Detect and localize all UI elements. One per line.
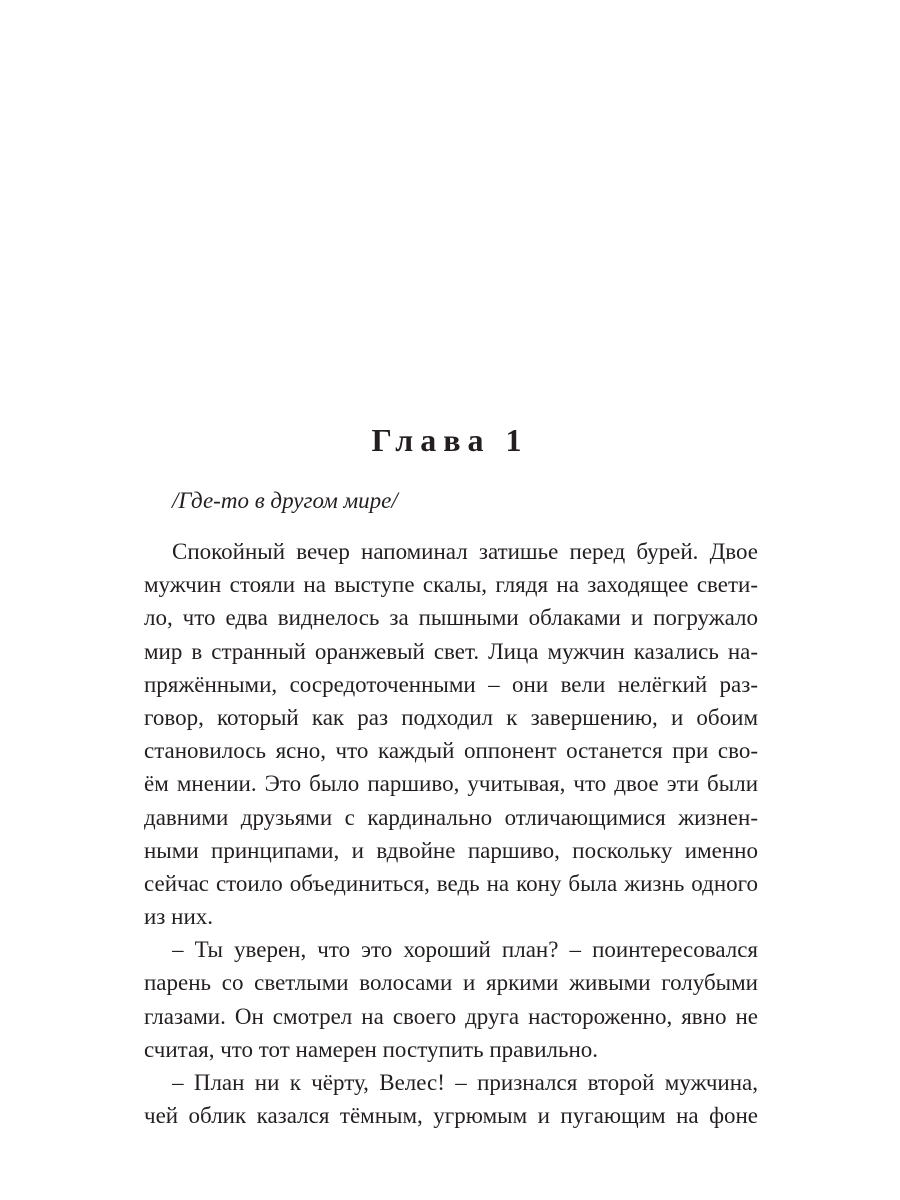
paragraph-1-line-2: мужчин стояли на выступе скалы, глядя на заходящее свети- — [144, 572, 758, 598]
location-line: /Где-то в другом мире/ — [172, 488, 398, 513]
paragraph-1-line-1: Спокойный вечер напоминал затишье перед бурей. Двое — [172, 539, 758, 564]
chapter-body — [144, 535, 758, 1132]
paragraph-1-line-7: становилось ясно, что каждый оппонент останется при сво- — [144, 738, 758, 764]
paragraph-1-line-11: сейчас стоило объединиться, ведь на кону была жизнь одного — [144, 870, 758, 896]
paragraph-1-line-9: давними друзьями с кардинально отличающимися жизнен- — [144, 804, 758, 830]
paragraph-2-line-2: парень со светлыми волосами и яркими живыми голубыми — [144, 970, 758, 996]
paragraph-1-line-8: ём мнении. Это было паршиво, учитывая, что двое эти были — [144, 771, 758, 797]
chapter-title: Глава 1 — [371, 422, 529, 458]
paragraph-2-line-4: считая, что тот намерен поступить правильно. — [144, 1036, 599, 1062]
paragraph-1-line-5: пряжёнными, сосредоточенными – они вели нелёгкий раз- — [144, 671, 758, 697]
paragraph-2-line-3: глазами. Он смотрел на своего друга настороженно, явно не — [144, 1003, 758, 1029]
paragraph-3-line-2: чей облик казался тёмным, угрюмым и пугающим на фоне — [144, 1103, 758, 1129]
paragraph-1-line-10: ными принципами, и вдвойне паршиво, поскольку именно — [144, 837, 758, 863]
paragraph-1-line-6: говор, который как раз подходил к завершению, и обоим — [144, 704, 758, 730]
paragraph-3-line-1: – План ни к чёрту, Велес! – признался второй мужчина, — [172, 1070, 758, 1095]
paragraph-1-line-12: из них. — [144, 904, 214, 930]
paragraph-1-line-4: мир в странный оранжевый свет. Лица мужчин казались на- — [144, 638, 758, 664]
paragraph-2-line-1: – Ты уверен, что это хороший план? – поинтересовался — [172, 937, 758, 963]
paragraph-1-line-3: ло, что едва виднелось за пышными облаками и погружало — [144, 605, 758, 631]
location-subtitle — [172, 483, 758, 516]
